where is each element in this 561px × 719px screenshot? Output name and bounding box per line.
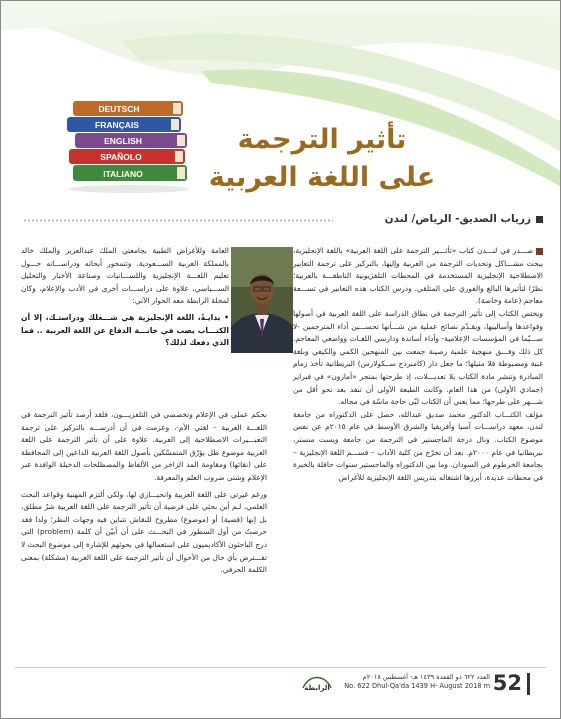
lead-square-icon — [536, 248, 543, 255]
book-spanolo — [69, 149, 185, 164]
book-deutsch — [73, 101, 183, 116]
issue-info — [344, 673, 490, 691]
article-title-line1: تأثير الترجمة — [237, 124, 407, 155]
article-column-left-bottom — [21, 409, 267, 577]
article-column-left-top — [21, 245, 229, 354]
author-byline — [385, 213, 543, 225]
issue-info-arabic: العدد ٦٢٢ ذو القعدة ١٤٣٩ هـ- أغسطس ٢٠١٨م — [362, 673, 490, 681]
paragraph: العامة وللأغراض الطبية بجامعتي الملك عبدالعزيز والملك خالد بالمملكة العربية الســـعودية. وتتمحور أبحاثه ودراســـاته حـــول تعليم اللغـــة الإنجليزية واللســـانيات وصناعة الأخبار والتحليل الســـياسي، علاوة على دراســـات أخرى في الأدب والإعلام، وكان لمجلة الرابطة معه الحوار الآتي: — [21, 246, 229, 306]
paragraph — [293, 245, 543, 308]
article-title-line2: على اللغة العربية — [208, 162, 436, 193]
article-title — [192, 121, 452, 197]
paragraph-text: صـــدر في لنـــدن كتاب «تأثـــير الترجمة على اللغة العربية» باللغة الإنجليزية، يبحث مشـــاكل وتحديات الترجمة من العربية وإليها، بالتركيز على ترجمة التعابير الاصطلاحية الإنجليزية المستخدمة في المحطات التلفزيونية الناطقـــة بالعربية؛ نظرًا لتأثيرها البالغ والفوري على المتلقي. ودرس الكتاب هذه التعابير في تســـعة معاجم (عامة وخاصة). — [293, 246, 543, 306]
book-label-english: ENGLISH — [104, 136, 142, 146]
stacked-language-books-illustration — [61, 97, 201, 197]
issue-info-english: No. 622 Dhul-Qa'da 1439 H- August 2018 m — [344, 682, 490, 690]
page-number: 52 — [492, 671, 522, 695]
svg-text:الرابطة: الرابطة — [304, 684, 330, 692]
footer-rule — [15, 667, 546, 668]
book-label-spanolo: SPAÑOLO — [100, 152, 142, 162]
paragraph: ورغم غيرتي على اللغة العربية وانحيـــازي لها، ولكي ألتزم المهنية وقواعد البحث العلمي، لـم أبن بحثي على فرضية أن تأثير الترجمة على اللغة العربية شرٌ مطلق، بل إنها (قضية) أو (موضوع) مطروح للنقاش تتباين فيه وجهات النظر؛ ولذا فقد حرصتُ من أول السطور في البحـــث على أن أبيّن أن كلمة (problem) التي درج الباحثون الأكاديميون على استعمالها في بحوثهم للإشارة إلى موضوع البحث لا تفـــترض بأي حال من الأحوال أن تأثير الترجمة على اللغة العربية (مشكلة) بمعنى الكلمة الحرفي. — [21, 489, 267, 575]
author-portrait-photo — [231, 247, 293, 353]
author-byline-text: زرياب الصديق- الرياض/ لندن — [384, 213, 531, 225]
book-francais — [67, 117, 181, 132]
paragraph: بحكم عملي في الإعلام وتخصصي في التلفزيـــون، فلقد أرصد تأثير الترجمة في اللغـــة العربية – لغتي الأم-، وعزمت في أن أدرســـه بالتركيز على ترجمة التعبـــيرات الاصطلاحية إلى العربية. علاوة على أن تأثير الترجمة على اللغة العربية موضوع ظل يؤرّق المتمسّكين بأصول اللغة العربية الداعين إلى المحافظة على (نقائها) ومقاومة المد الزاخر من الألفاظ والمصطلحات الدخيلة الوافدة عبر الإعلام وشتى ضروب العلم والمعرفة. — [21, 410, 267, 482]
book-label-italiano: ITALIANO — [103, 169, 143, 179]
book-italiano — [73, 165, 187, 181]
book-label-francais: FRANÇAIS — [95, 120, 139, 130]
book-label-deutsch: DEUTSCH — [98, 104, 140, 114]
book-english — [75, 133, 187, 148]
article-column-right — [293, 245, 543, 484]
paragraph: ويختص الكتاب إلى تأثير الترجمة في نطاق الدراسة على اللغة العربية في أصولها وقواعدها وأساليبها، ويقـدّم نصائح عملية من شـــأنها تحســـين أداء المترجمين -لا ســـيّما في المؤسسات الإعلامية- وأداء أساتذة ودارسي اللغـات وواضعي المعاجم. كل ذلك وفـــق منهجية علمية رصينة جمعت بين المنهجين الكمي والكيفي وبلغة غنية ومضبوطة فلا مثيلها؛ ما جعل دار (كامبردج ســكولارس) البريطانية تأخذ زمام المبادرة وتنشر مادة الكتاب بلا تعديـــلات، إذ طرحتها بمتجر «أمازون» في فبراير (جمادي الأولى) من هذا العام. وكانت الطبعة الأولى أن تنفد بعد نحو أقل من شـــهر على طرحها؛ مما يعني أن الكتاب لبّى حاجة ماسّة في مجاله. — [293, 308, 543, 407]
magazine-logo — [301, 670, 333, 694]
interview-question: • بدايـةً، اللغة الإنجليزية هي شـــغلك ودراستـك، إلا أن الكتـــاب يصب في خانـــة الدفاع عن اللغة العربية .. فما الذي دفعك لذلك؟ — [21, 312, 229, 348]
dotted-rule — [23, 219, 333, 222]
byline-square-icon — [536, 216, 543, 223]
byline-row — [23, 213, 543, 227]
paragraph: مؤلف الكتـــاب الدكتور محمد صديق عبدالله، حصل على الدكتوراه من جامعة لندن، معهد دراســـات آسيا وأفريقيا والشرق الأوسط في عام ٢٠١٥م عن نفس موضوع الكتاب. ونال درجة الماجستير في الترجمة من جامعة ويست منستر، ببريطانيا في عام ٢٠٠٠م. بعد أن تخرّج من كلية الآداب – قســـم اللغة الإنجليزية – بجامعة الخرطوم في السودان. وما بين الدكتوراه والماجستير سنوات حافلة بالخبرة في محطات عديدة، أبرزها اشتغاله بتدريس اللغة الإنجليزية للأغراض — [293, 409, 544, 482]
page-number-bar — [527, 673, 530, 695]
